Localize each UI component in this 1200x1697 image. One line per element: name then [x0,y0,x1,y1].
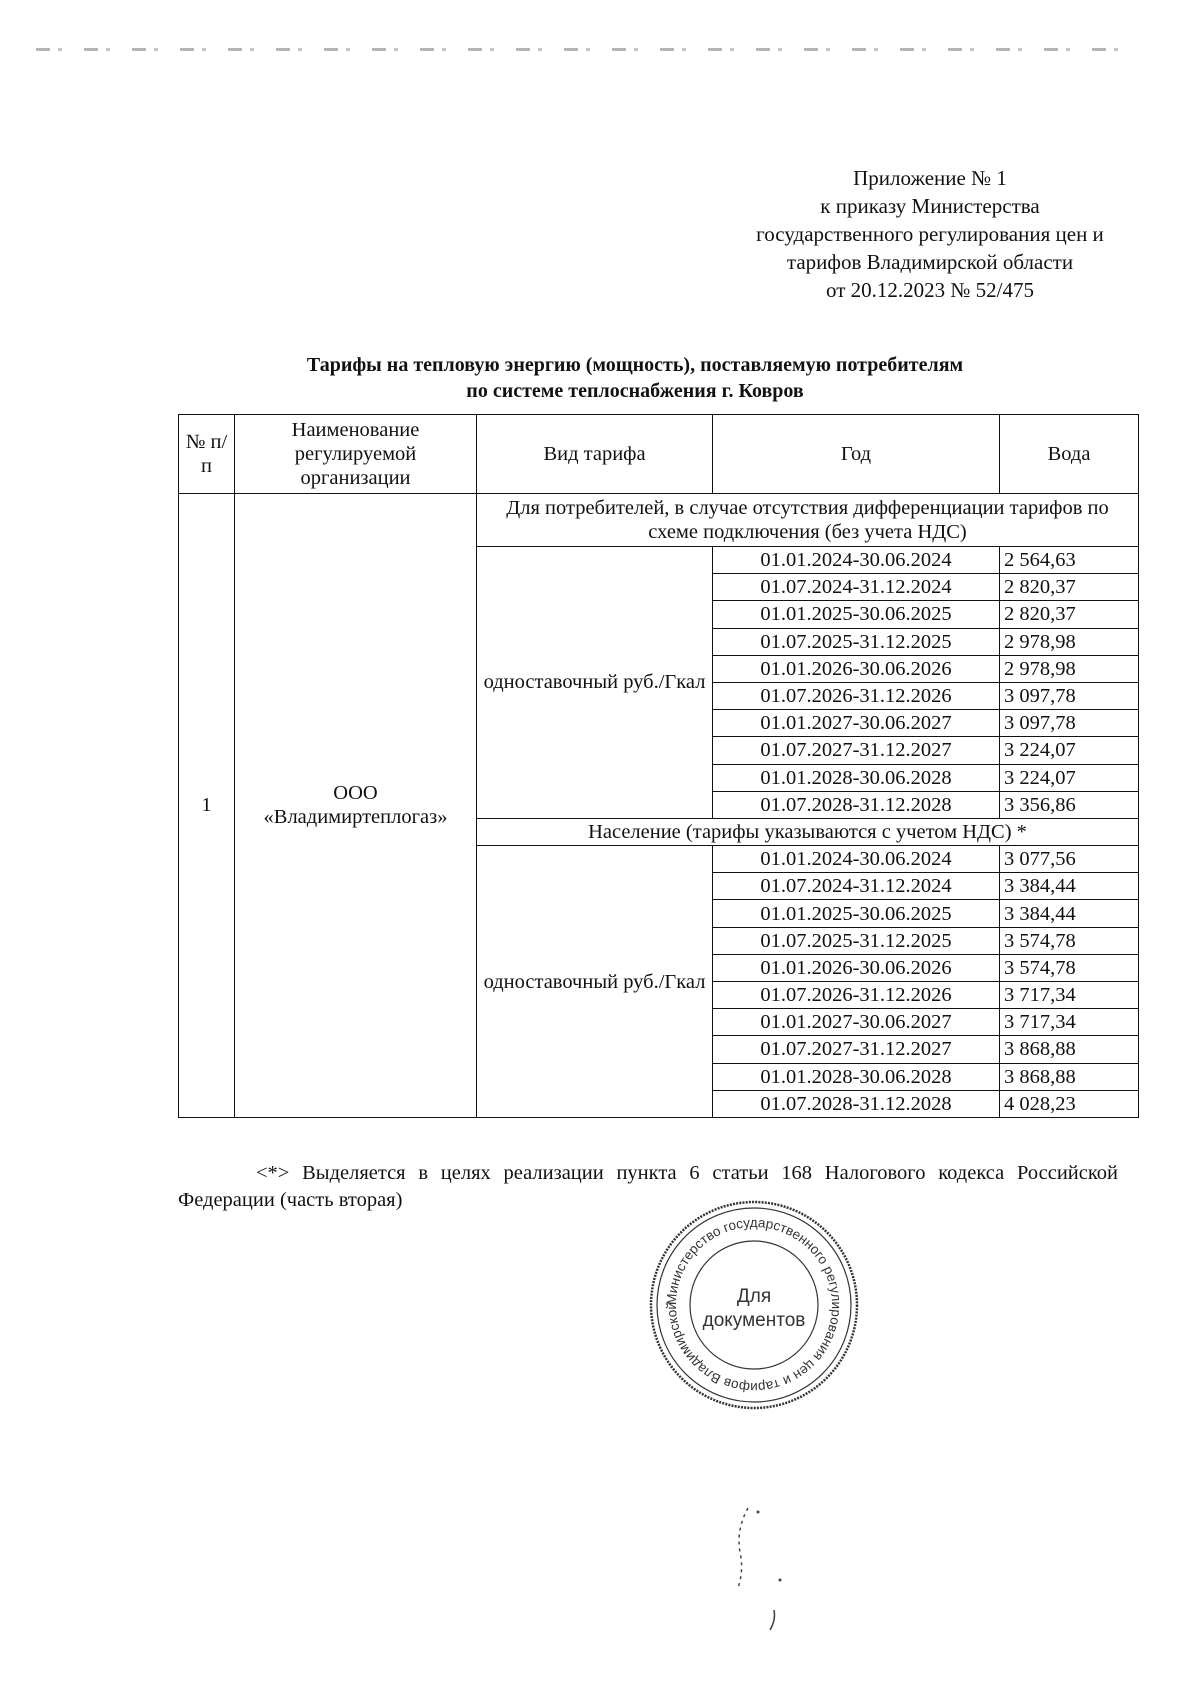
period-cell: 01.07.2026-31.12.2026 [713,682,1000,709]
seal-center-line-2: документов [702,1310,806,1331]
period-cell: 01.01.2024-30.06.2024 [713,846,1000,873]
header-number: № п/п [179,415,235,494]
group-title-row [179,494,1139,547]
period-cell: 01.07.2028-31.12.2028 [713,791,1000,818]
tariff-table [178,414,1139,1118]
appendix-line: от 20.12.2023 № 52/475 [825,278,1035,302]
value-cell: 3 224,07 [1000,737,1139,764]
header-tariff-kind: Вид тарифа [477,415,713,494]
value-cell: 2 564,63 [1000,547,1139,574]
appendix-line: к приказу Министерства [820,194,1040,218]
official-seal [647,1198,861,1412]
period-cell: 01.01.2026-30.06.2026 [713,655,1000,682]
value-cell: 2 820,37 [1000,601,1139,628]
period-cell: 01.07.2025-31.12.2025 [713,927,1000,954]
value-cell: 2 820,37 [1000,574,1139,601]
value-cell: 3 356,86 [1000,791,1139,818]
footnote-text: <*> Выделяется в целях реализации пункта 6 статьи 168 Налогового кодекса Российской Федерации (часть вторая) [178,1162,1118,1211]
period-cell: 01.01.2026-30.06.2026 [713,954,1000,981]
value-cell: 3 868,88 [1000,1063,1139,1090]
period-cell: 01.07.2024-31.12.2024 [713,873,1000,900]
group-title-population: Население (тарифы указываются с учетом НДС) * [477,818,1139,845]
pen-mark-graphic [718,1500,818,1650]
value-cell: 3 717,34 [1000,982,1139,1009]
period-cell: 01.07.2024-31.12.2024 [713,574,1000,601]
period-cell: 01.01.2028-30.06.2028 [713,1063,1000,1090]
title-line-1: Тарифы на тепловую энергию (мощность), поставляемую потребителям [306,354,964,376]
pen-mark-artifact [718,1500,818,1650]
period-cell: 01.01.2025-30.06.2025 [713,900,1000,927]
period-cell: 01.07.2027-31.12.2027 [713,737,1000,764]
header-year: Год [713,415,1000,494]
period-cell: 01.01.2025-30.06.2025 [713,601,1000,628]
appendix-line: Приложение № 1 [853,166,1007,190]
period-cell: 01.07.2028-31.12.2028 [713,1090,1000,1117]
period-cell: 01.01.2028-30.06.2028 [713,764,1000,791]
header-water: Вода [1000,415,1139,494]
tariff-kind: одноставочный руб./Гкал [477,547,713,819]
document-title [170,352,1100,404]
row-number: 1 [179,494,235,1118]
value-cell: 3 868,88 [1000,1036,1139,1063]
period-cell: 01.07.2025-31.12.2025 [713,628,1000,655]
table-header-row [179,415,1139,494]
period-cell: 01.01.2024-30.06.2024 [713,547,1000,574]
period-cell: 01.01.2027-30.06.2027 [713,1009,1000,1036]
group-title-consumers: Для потребителей, в случае отсутствия дифференциации тарифов по схеме подключения (без учета НДС) [477,494,1139,547]
scan-artifact-top [36,48,1136,51]
value-cell: 3 574,78 [1000,927,1139,954]
tariff-kind: одноставочный руб./Гкал [477,846,713,1118]
value-cell: 2 978,98 [1000,628,1139,655]
value-cell: 3 717,34 [1000,1009,1139,1036]
appendix-line: тарифов Владимирской области [786,250,1074,274]
value-cell: 3 224,07 [1000,764,1139,791]
value-cell: 2 978,98 [1000,655,1139,682]
value-cell: 3 384,44 [1000,900,1139,927]
period-cell: 01.07.2027-31.12.2027 [713,1036,1000,1063]
value-cell: 3 384,44 [1000,873,1139,900]
organization-name: ООО «Владимиртеплогаз» [235,494,477,1118]
value-cell: 3 574,78 [1000,954,1139,981]
appendix-line: государственного регулирования цен и [756,222,1104,246]
value-cell: 3 097,78 [1000,710,1139,737]
seal-ring-text: Министерство государственного регулирования цен и тарифов Владимирской [663,1214,845,1396]
header-organization: Наименование регулируемой организации [235,415,477,494]
seal-center-line-1: Для [736,1286,772,1307]
value-cell: 4 028,23 [1000,1090,1139,1117]
period-cell: 01.01.2027-30.06.2027 [713,710,1000,737]
seal-graphic [647,1198,861,1412]
period-cell: 01.07.2026-31.12.2026 [713,982,1000,1009]
appendix-block [730,164,1130,304]
value-cell: 3 097,78 [1000,682,1139,709]
title-line-2: по системе теплоснабжения г. Ковров [466,380,804,402]
value-cell: 3 077,56 [1000,846,1139,873]
